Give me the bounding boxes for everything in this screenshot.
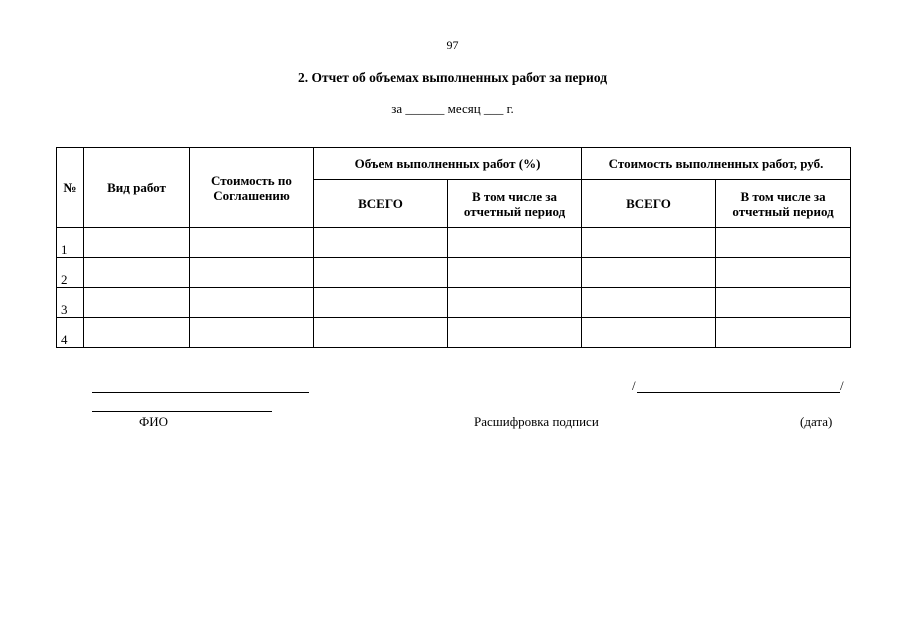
period-line: за ______ месяц ___ г. — [391, 101, 514, 116]
cell-cost-period[interactable] — [716, 318, 851, 348]
row-number: 3 — [57, 288, 84, 318]
cell-cost-period[interactable] — [716, 258, 851, 288]
signature-line[interactable] — [92, 392, 309, 393]
header-row-1 — [57, 148, 851, 180]
header-work-type: Вид работ — [84, 148, 190, 228]
report-table — [56, 147, 851, 348]
cell-work-type[interactable] — [84, 288, 190, 318]
cell-agreement-cost[interactable] — [190, 258, 314, 288]
cell-volume-total[interactable] — [314, 288, 448, 318]
page-number: 97 — [446, 38, 459, 52]
cell-cost-total[interactable] — [582, 258, 716, 288]
cell-cost-total[interactable] — [582, 228, 716, 258]
row-number: 1 — [57, 228, 84, 258]
cell-volume-total[interactable] — [314, 228, 448, 258]
cell-volume-period[interactable] — [448, 228, 582, 258]
table-row — [57, 228, 851, 258]
decoding-line[interactable] — [637, 392, 840, 393]
header-cost-period: В том числе за отчетный период — [716, 180, 851, 228]
cell-work-type[interactable] — [84, 318, 190, 348]
cell-agreement-cost[interactable] — [190, 288, 314, 318]
fio-line[interactable] — [92, 411, 272, 412]
header-agreement-cost: Стоимость по Соглашению — [190, 148, 314, 228]
header-number: № — [57, 148, 84, 228]
header-cost-total: ВСЕГО — [582, 180, 716, 228]
cell-cost-total[interactable] — [582, 318, 716, 348]
fio-label: ФИО — [139, 414, 169, 429]
cell-work-type[interactable] — [84, 228, 190, 258]
header-volume-period: В том числе за отчетный период — [448, 180, 582, 228]
cell-cost-period[interactable] — [716, 288, 851, 318]
cell-volume-total[interactable] — [314, 258, 448, 288]
header-cost-group: Стоимость выполненных работ, руб. — [582, 148, 851, 180]
cell-volume-period[interactable] — [448, 318, 582, 348]
cell-agreement-cost[interactable] — [190, 318, 314, 348]
document-title: 2. Отчет об объемах выполненных работ за период — [297, 70, 608, 85]
table-row — [57, 258, 851, 288]
cell-cost-period[interactable] — [716, 228, 851, 258]
decoding-label: Расшифровка подписи — [474, 414, 599, 429]
cell-agreement-cost[interactable] — [190, 228, 314, 258]
decoding-slash-open: / — [632, 378, 636, 393]
cell-volume-period[interactable] — [448, 288, 582, 318]
date-label: (дата) — [800, 414, 833, 429]
table-row — [57, 288, 851, 318]
cell-work-type[interactable] — [84, 258, 190, 288]
row-number: 2 — [57, 258, 84, 288]
table-row — [57, 318, 851, 348]
row-number: 4 — [57, 318, 84, 348]
cell-volume-period[interactable] — [448, 258, 582, 288]
decoding-slash-close: / — [840, 378, 844, 393]
header-volume-total: ВСЕГО — [314, 180, 448, 228]
cell-cost-total[interactable] — [582, 288, 716, 318]
cell-volume-total[interactable] — [314, 318, 448, 348]
header-volume-group: Объем выполненных работ (%) — [314, 148, 582, 180]
